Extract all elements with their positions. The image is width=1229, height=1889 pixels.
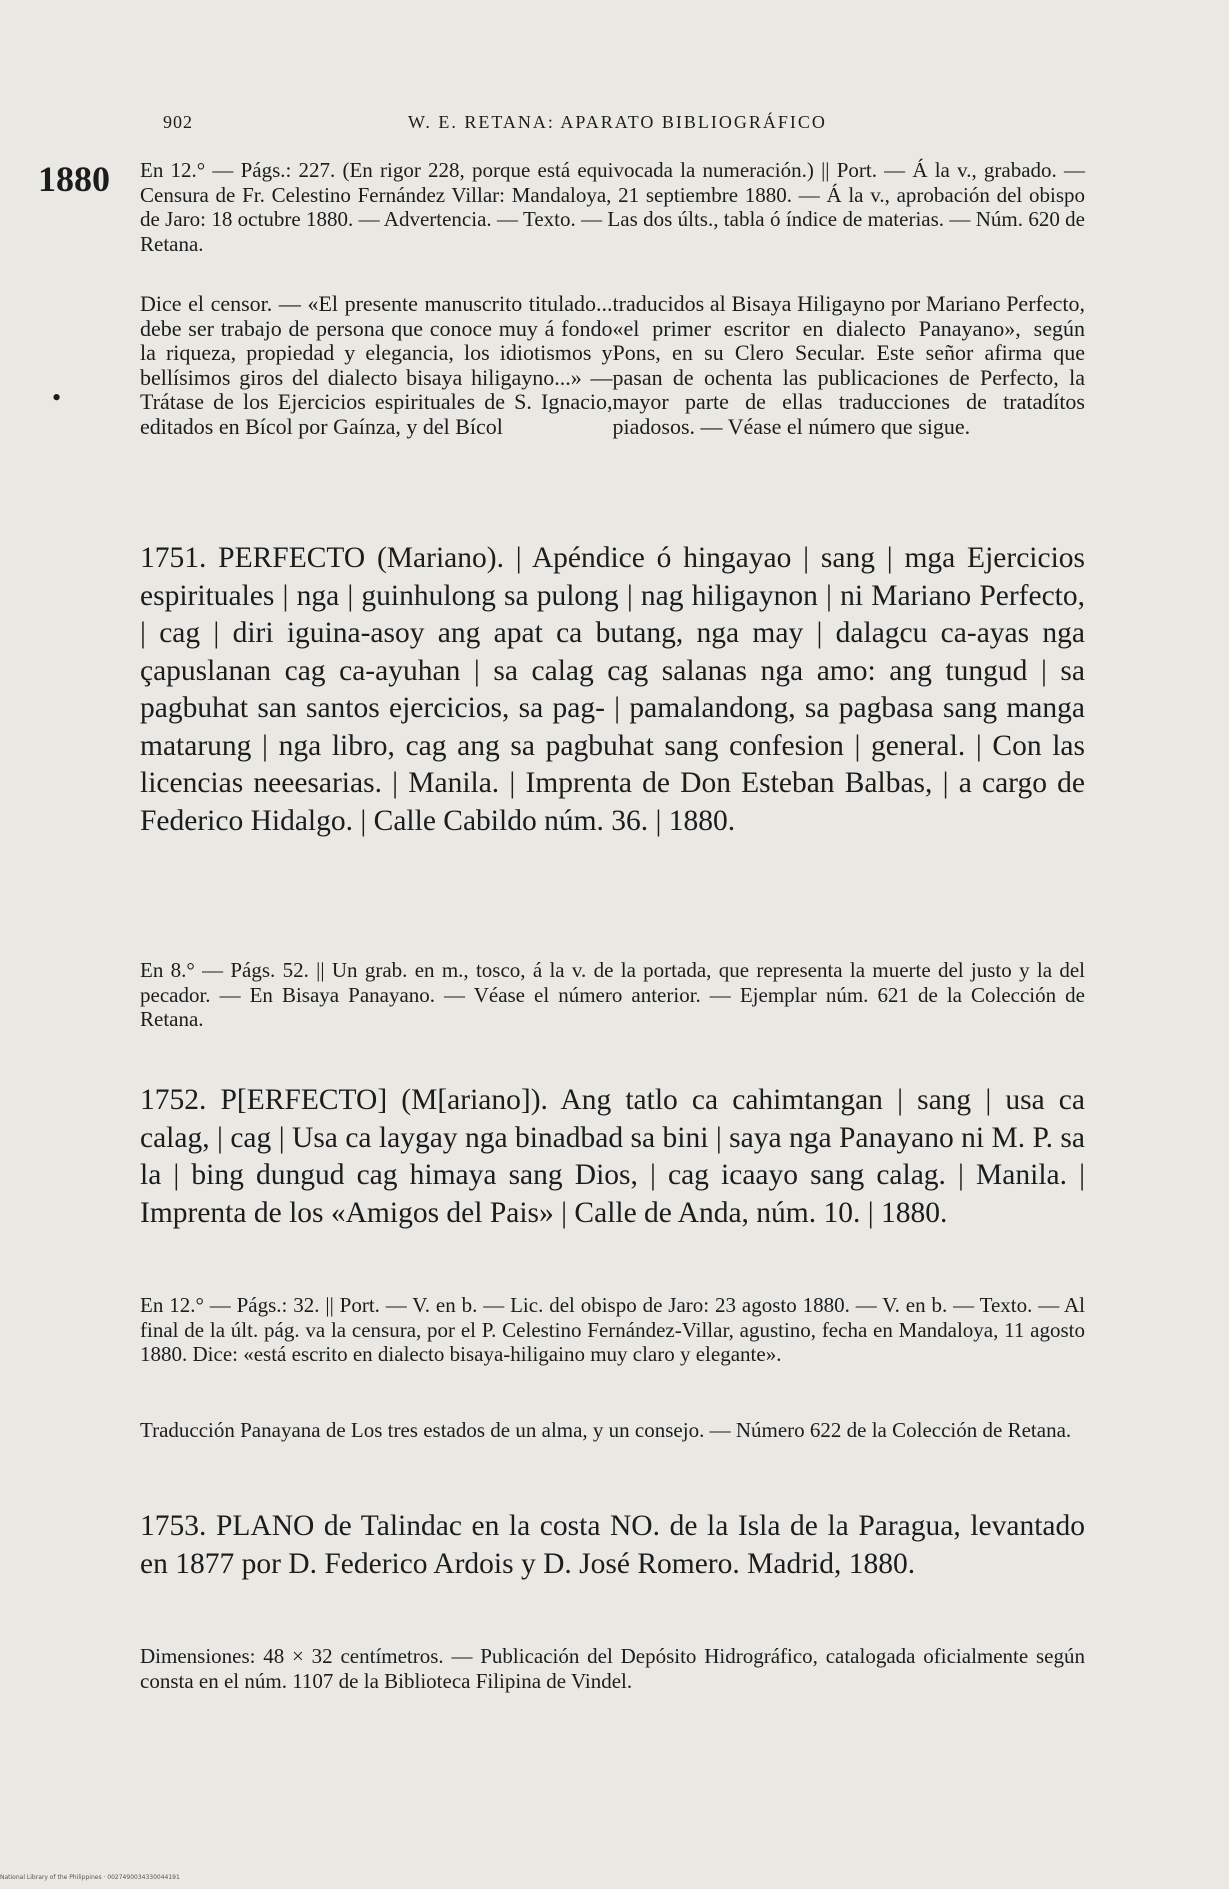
entry-1752-note-text: En 12.° — Págs.: 32. || Port. — V. en b. — Lic. del obispo de Jaro: 23 agosto 1880. — V. en b. — Texto. — Al final de la últ. pág. va la censura, por el P. Celestino Fernández-Villar, agustino, fecha en Mandaloya, 11 agosto 1880. Dice: «está escrito en dialecto bisaya-hiligaino muy claro y elegante». (140, 1293, 1085, 1366)
entry-1753 (140, 1508, 1085, 1583)
entry-1752-note2 (140, 1418, 1085, 1443)
entry-1753-note-text: Dimensiones: 48 × 32 centímetros. — Publicación del Depósito Hidrográfico, catalogada oficialmente según consta en el núm. 1107 de la Biblioteca Filipina de Vindel. (140, 1644, 1085, 1693)
entry-1752 (140, 1082, 1085, 1232)
censor-commentary (140, 292, 1085, 439)
running-title: W. E. RETANA: APARATO BIBLIOGRÁFICO (408, 112, 827, 132)
margin-year: 1880 (38, 159, 110, 199)
censor-left-column (140, 292, 613, 439)
page-number: 902 (163, 112, 193, 132)
censor-right-column (613, 292, 1086, 439)
entry-1751 (140, 540, 1085, 840)
entry-1751-note (140, 958, 1085, 1032)
margin-mark: • (52, 383, 62, 412)
censor-left-text: Dice el censor. — «El presente manuscrito titulado... debe ser trabajo de persona que conoce muy á fondo la riqueza, propiedad y elegancia, los idiotismos y bellísimos giros del dialecto bisaya hiligayno...» — Trátase de los Ejercicios espirituales de S. Ignacio, editados en Bícol por Gaínza, y del Bícol (140, 291, 613, 439)
entry-1752-text: 1752. P[ERFECTO] (M[ariano]). Ang tatlo ca cahimtangan | sang | usa ca calag, | cag | Usa ca laygay nga binadbad sa bini | saya nga Panayano ni M. P. sa la | bing dungud cag himaya sang Dios, | cag icaayo sang calag. | Manila. | Imprenta de los «Amigos del Pais» | Calle de Anda, núm. 10. | 1880. (140, 1084, 1085, 1229)
entry-1752-note2-text: Traducción Panayana de Los tres estados de un alma, y un consejo. — Número 622 de la Colección de Retana. (140, 1418, 1072, 1442)
entry-1752-note (140, 1293, 1085, 1367)
censor-right-text: traducidos al Bisaya Hiligayno por Mariano Perfecto, «el primer escritor en dialecto Panayano», según Pons, en su Clero Secular. Este señor afirma que pasan de ochenta las publicaciones de Perfecto, la mayor parte de ellas traducciones de tratadítos piadosos. — Véase el número que sigue. (612, 291, 1085, 439)
library-stamp: National Library of the Philippines · 0027490034330044191 (0, 1874, 180, 1881)
previous-entry-note (140, 158, 1085, 256)
entry-1753-note (140, 1644, 1085, 1693)
entry-1753-text: 1753. PLANO de Talindac en la costa NO. de la Isla de la Paragua, levantado en 1877 por D. Federico Ardois y D. José Romero. Madrid, 1880. (140, 1510, 1085, 1580)
entry-1751-note-text: En 8.° — Págs. 52. || Un grab. en m., tosco, á la v. de la portada, que representa la muerte del justo y la del pecador. — En Bisaya Panayano. — Véase el número anterior. — Ejemplar núm. 621 de la Colección de Retana. (140, 958, 1085, 1031)
previous-entry-note-text: En 12.° — Págs.: 227. (En rigor 228, porque está equivocada la numeración.) || Port. — Á la v., grabado. — Censura de Fr. Celestino Fernández Villar: Mandaloya, 21 septiembre 1880. — Á la v., aprobación del obispo de Jaro: 18 octubre 1880. — Advertencia. — Texto. — Las dos últs., tabla ó índice de materias. — Núm. 620 de Retana. (140, 158, 1085, 256)
entry-1751-text: 1751. PERFECTO (Mariano). | Apéndice ó hingayao | sang | mga Ejercicios espirituales | nga | guinhulong sa pulong | nag hiligaynon | ni Mariano Perfecto, | cag | diri iguina-asoy ang apat ca butang, nga may | dalagcu ca-ayas nga çapuslanan cag ca-ayuhan | sa calag cag salanas nga amo: ang tungud | sa pagbuhat san santos ejercicios, sa pag- | pamalandong, sa pagbasa sang manga matarung | nga libro, cag ang sa pagbuhat sang confesion | general. | Con las licencias neeesarias. | Manila. | Imprenta de Don Esteban Balbas, | a cargo de Federico Hidalgo. | Calle Cabildo núm. 36. | 1880. (140, 542, 1085, 837)
